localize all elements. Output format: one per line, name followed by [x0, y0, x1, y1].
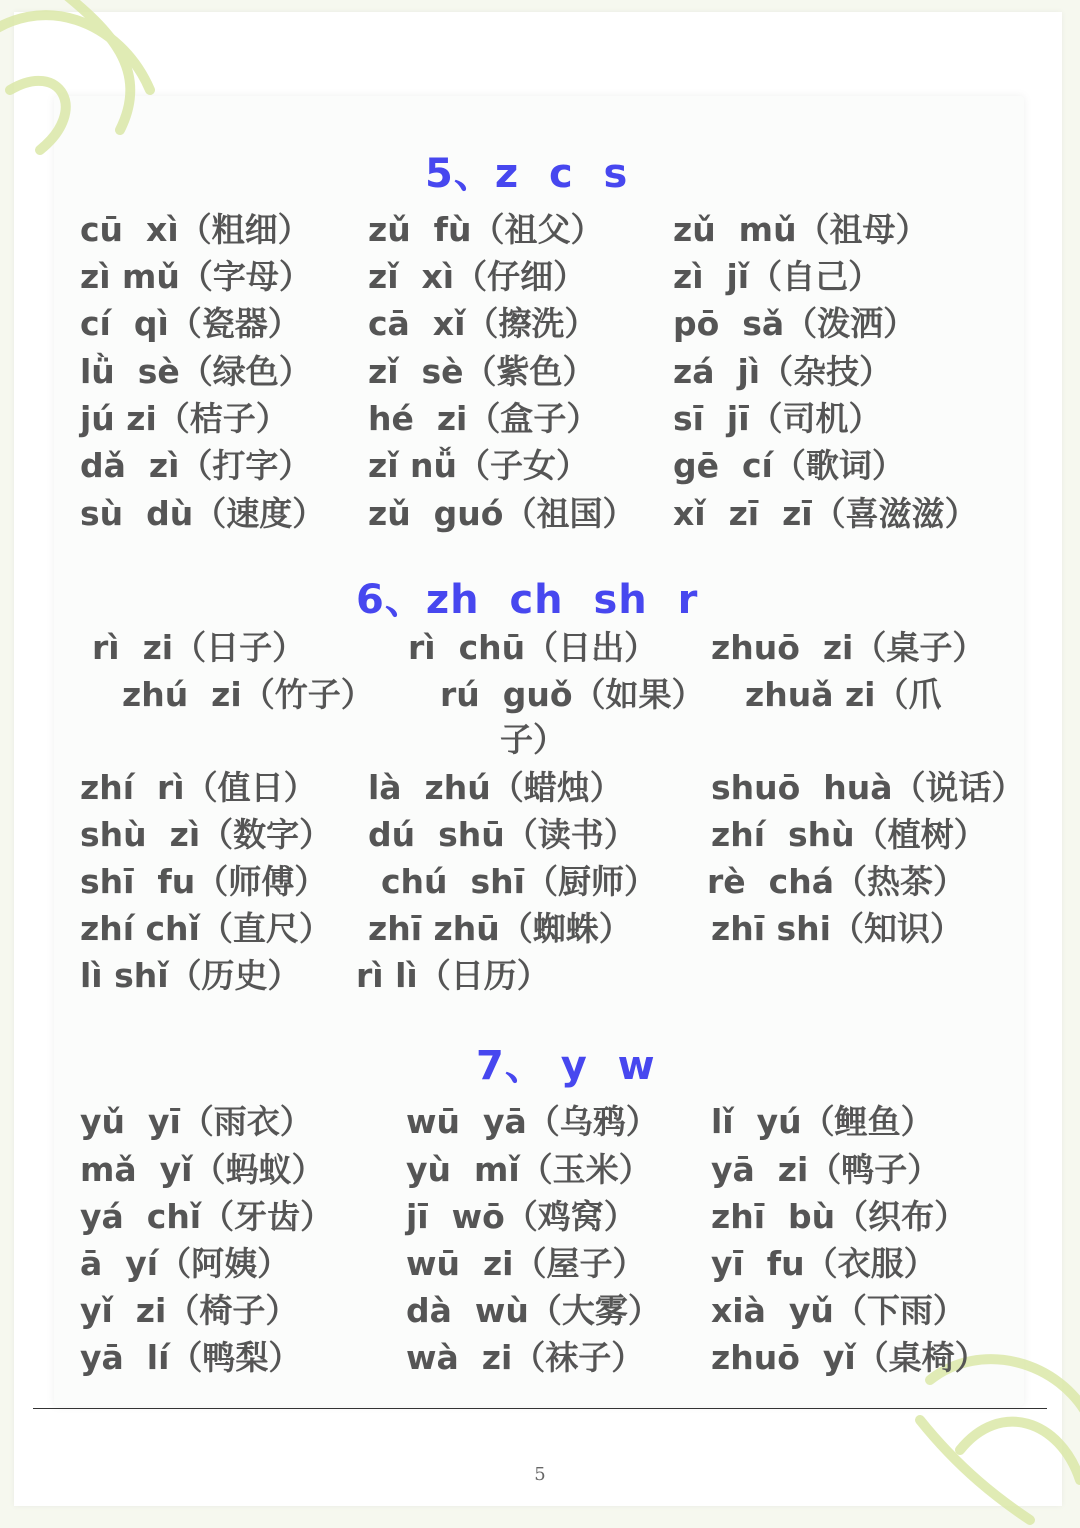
word-cell: mǎ yǐ（蚂蚁） — [80, 1150, 325, 1189]
word-cell: zì jǐ（自己） — [673, 257, 882, 296]
word-cell: zhuō zi（桌子） — [711, 628, 986, 667]
word-cell: rì zi（日子） — [92, 628, 306, 667]
word-cell: yǐ zi（椅子） — [80, 1291, 299, 1330]
word-cell: zhú zi（竹子） — [122, 675, 374, 714]
word-cell: wà zi（袜子） — [406, 1338, 645, 1377]
word-cell: zhí chǐ（直尺） — [80, 909, 332, 948]
word-cell: shī fu（师傅） — [80, 862, 328, 901]
word-cell: zǔ guó（祖国） — [368, 494, 636, 533]
word-cell: sī jī（司机） — [673, 399, 882, 438]
word-cell-wrap: 子） — [500, 720, 566, 759]
word-cell: là zhú（蜡烛） — [368, 768, 623, 807]
word-cell: yǔ yī（雨衣） — [80, 1102, 313, 1141]
word-cell: zhī zhū（蜘蛛） — [368, 909, 632, 948]
word-cell: yā zi（鸭子） — [711, 1150, 941, 1189]
word-cell: zǔ mǔ（祖母） — [673, 210, 929, 249]
page-number: 5 — [534, 1464, 546, 1485]
word-cell: xǐ zī zī（喜滋滋） — [673, 494, 978, 533]
word-cell: rú guǒ（如果） — [440, 675, 705, 714]
word-cell: lǜ sè（绿色） — [80, 352, 312, 391]
word-cell: wū yā（乌鸦） — [406, 1102, 659, 1141]
word-cell: rè chá（热茶） — [707, 862, 966, 901]
word-cell: dǎ zì（打字） — [80, 446, 312, 485]
word-cell: cū xì（粗细） — [80, 210, 311, 249]
word-cell: jú zi（桔子） — [80, 399, 289, 438]
word-cell: xià yǔ（下雨） — [711, 1291, 966, 1330]
word-cell: yī fu（衣服） — [711, 1244, 937, 1283]
word-cell: rì lì（日历） — [356, 956, 550, 995]
word-cell: shù zì（数字） — [80, 815, 333, 854]
word-cell: zhī bù（织布） — [711, 1197, 968, 1236]
word-cell: cí qì（瓷器） — [80, 304, 301, 343]
word-cell: wū zi（屋子） — [406, 1244, 646, 1283]
word-cell: ā yí（阿姨） — [80, 1244, 291, 1283]
word-cell: zhī shi（知识） — [711, 909, 963, 948]
word-cell: zhuǎ zi（爪 — [745, 675, 942, 714]
word-cell: lì shǐ（历史） — [80, 956, 301, 995]
word-cell: rì chū（日出） — [408, 628, 658, 667]
word-cell: dà wù（大雾） — [406, 1291, 661, 1330]
word-cell: zǐ xì（仔细） — [368, 257, 587, 296]
word-cell: yā lí（鸭梨） — [80, 1338, 302, 1377]
word-cell: zǐ sè（紫色） — [368, 352, 596, 391]
word-cell: sù dù（速度） — [80, 494, 326, 533]
word-cell: cā xǐ（擦洗） — [368, 304, 598, 343]
word-cell: jī wō（鸡窝） — [406, 1197, 637, 1236]
word-cell: yá chǐ（牙齿） — [80, 1197, 334, 1236]
word-cell: zì mǔ（字母） — [80, 257, 312, 296]
word-cell: dú shū（读书） — [368, 815, 637, 854]
section-heading: 7、 y w — [476, 1043, 656, 1089]
divider-line — [33, 1408, 1047, 1409]
section-heading: 5、z c s — [425, 151, 629, 197]
word-cell: zhuō yǐ（桌椅） — [711, 1338, 988, 1377]
word-cell: pō sǎ（泼洒） — [673, 304, 917, 343]
section-heading: 6、zh ch sh r — [356, 577, 699, 623]
word-cell: yù mǐ（玉米） — [406, 1150, 652, 1189]
word-cell: zǔ fù（祖父） — [368, 210, 604, 249]
word-cell: gē cí（歌词） — [673, 446, 905, 485]
word-cell: lǐ yú（鲤鱼） — [711, 1102, 934, 1141]
word-cell: chú shī（厨师） — [381, 862, 657, 901]
word-cell: hé zi（盒子） — [368, 399, 600, 438]
word-cell: zhí rì（值日） — [80, 768, 317, 807]
word-cell: zǐ nǚ（子女） — [368, 446, 589, 485]
word-cell: zhí shù（植树） — [711, 815, 987, 854]
word-cell: shuō huà（说话） — [711, 768, 1025, 807]
word-cell: zá jì（杂技） — [673, 352, 893, 391]
